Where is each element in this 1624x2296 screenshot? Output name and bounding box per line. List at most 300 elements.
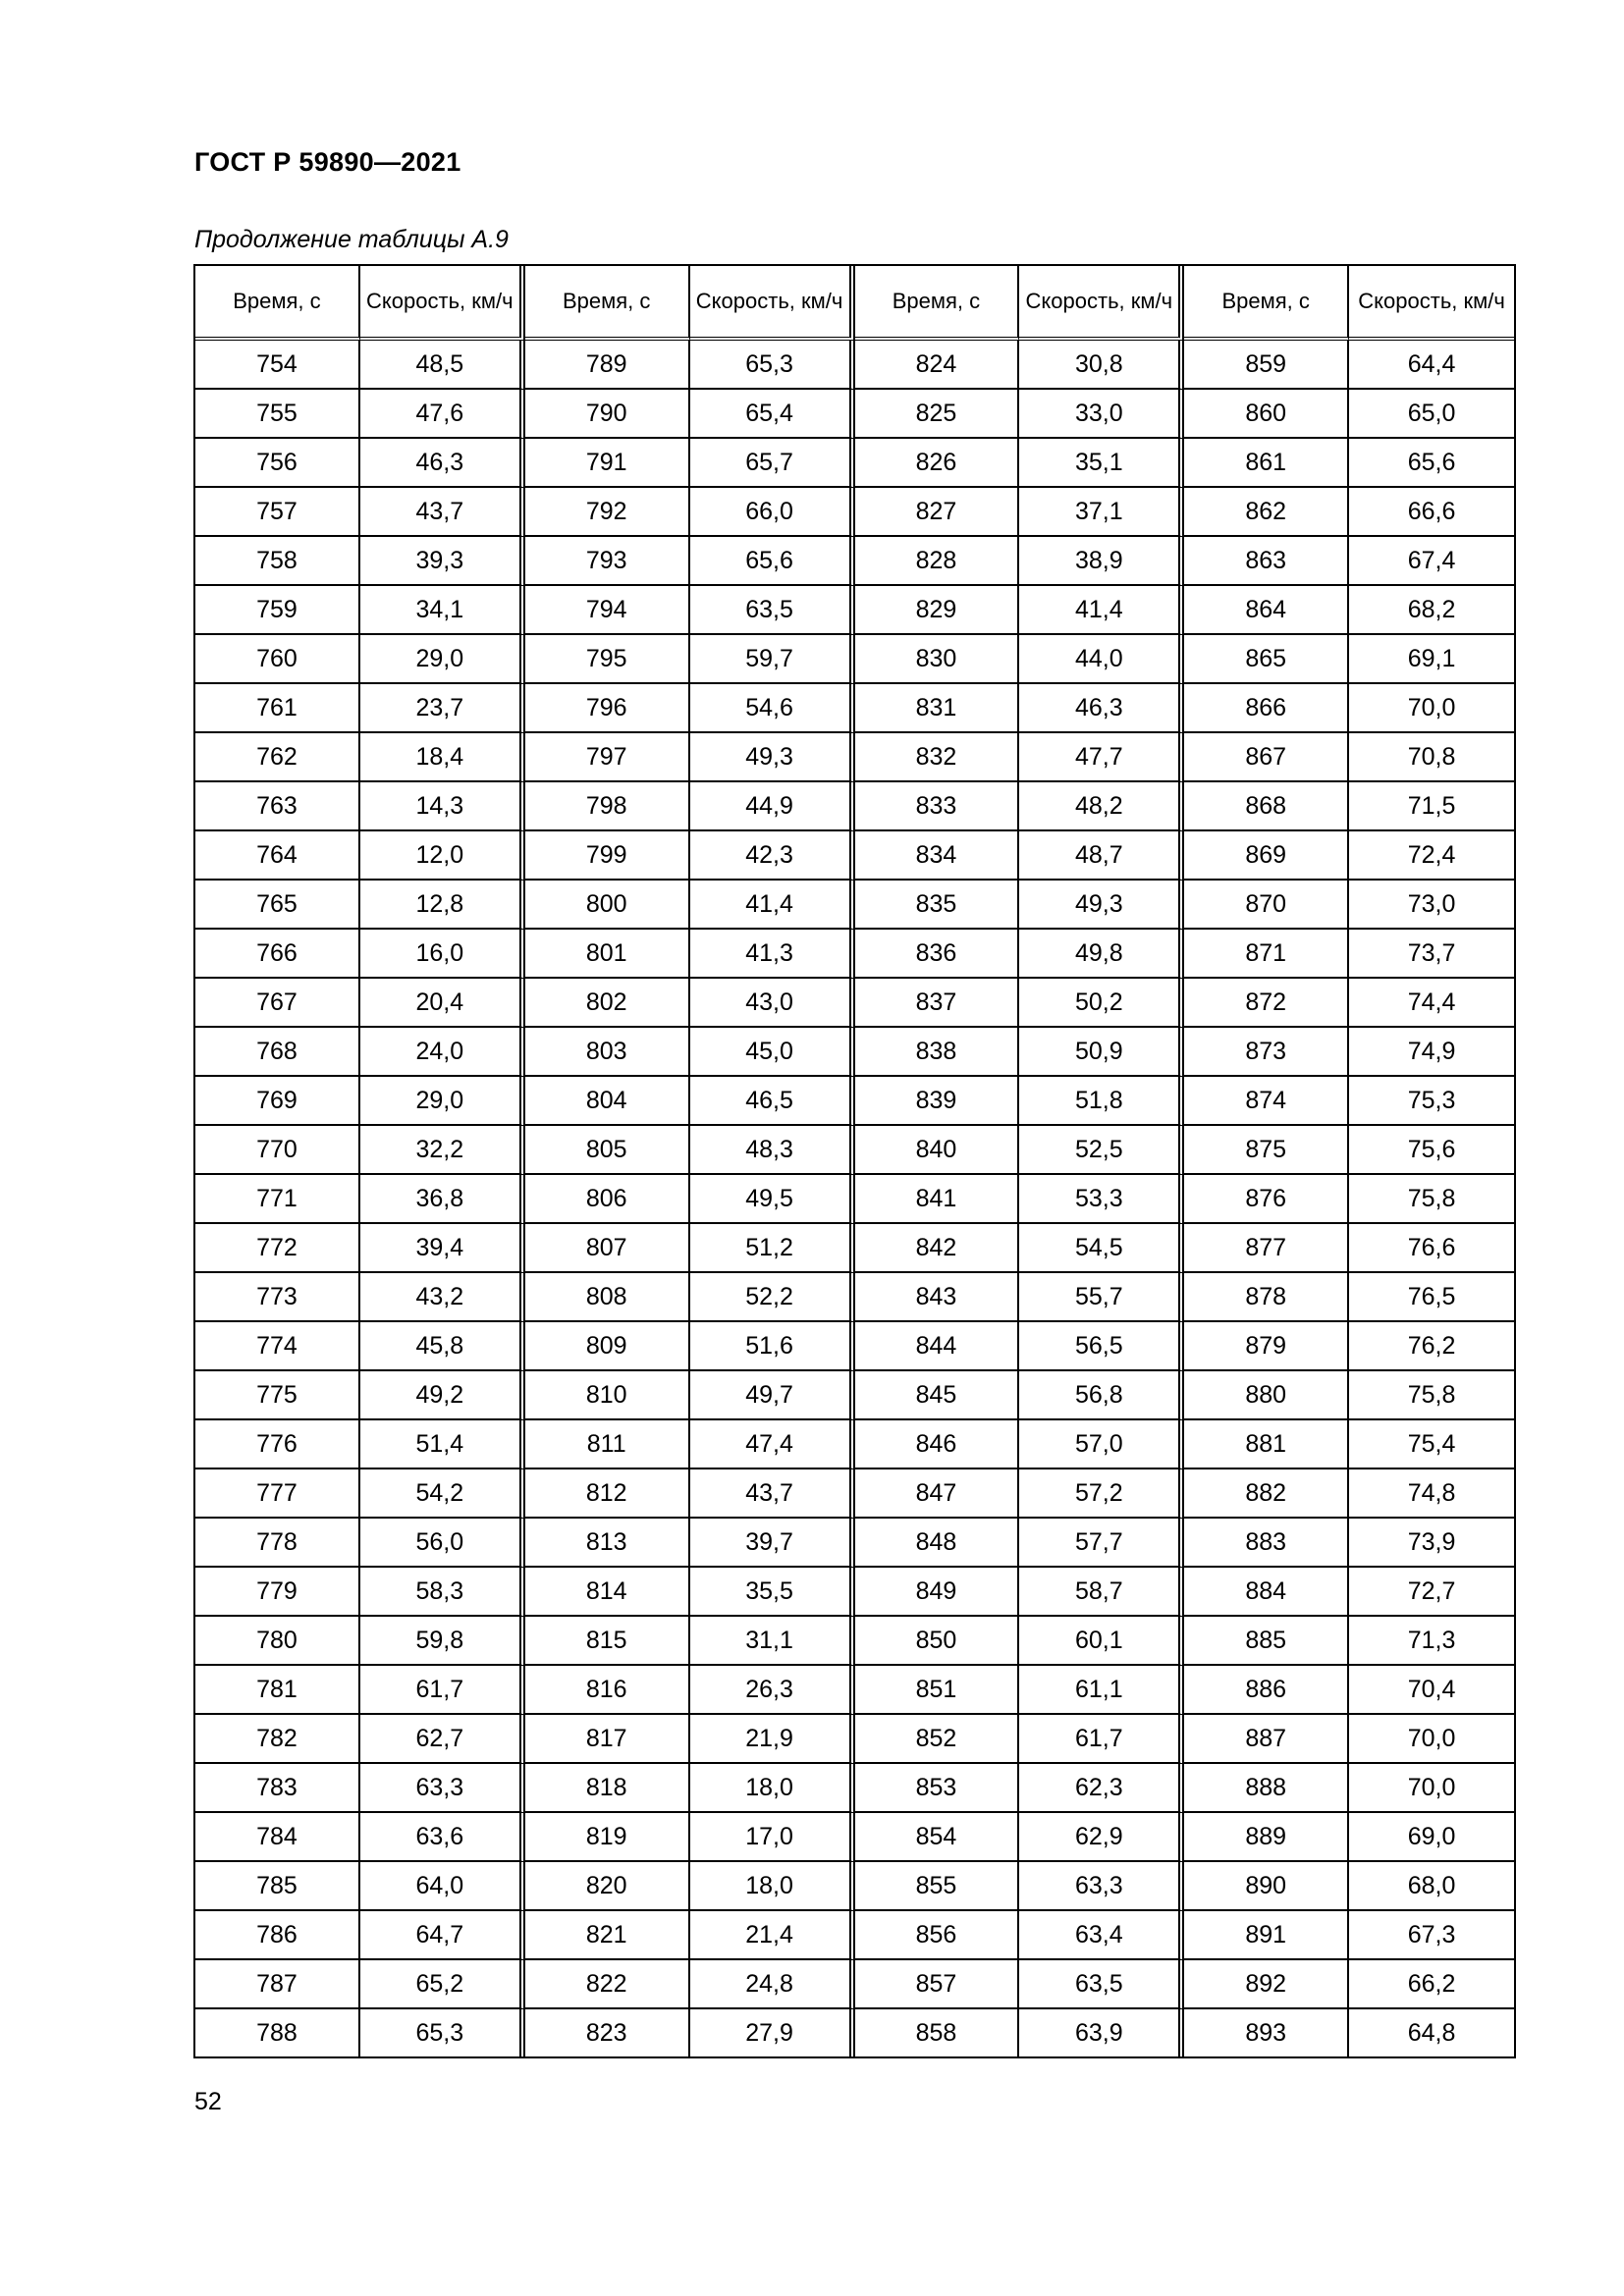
time-cell: 793	[525, 537, 690, 586]
time-cell: 811	[525, 1420, 690, 1469]
speed-cell: 52,5	[1019, 1126, 1184, 1175]
time-cell: 815	[525, 1617, 690, 1666]
time-cell: 796	[525, 684, 690, 733]
speed-cell: 71,3	[1349, 1617, 1514, 1666]
time-cell: 761	[195, 684, 360, 733]
speed-cell: 65,0	[1349, 390, 1514, 439]
column-header-speed: Скорость, км/ч	[690, 266, 855, 341]
speed-cell: 47,6	[360, 390, 525, 439]
time-cell: 832	[855, 733, 1020, 782]
time-cell: 760	[195, 635, 360, 684]
table-row	[195, 1175, 1514, 1224]
time-cell: 754	[195, 341, 360, 390]
speed-cell: 76,5	[1349, 1273, 1514, 1322]
time-cell: 779	[195, 1568, 360, 1617]
time-cell: 777	[195, 1469, 360, 1519]
table-row	[195, 1273, 1514, 1322]
table-row	[195, 1077, 1514, 1126]
time-cell: 850	[855, 1617, 1020, 1666]
speed-cell: 35,1	[1019, 439, 1184, 488]
speed-cell: 24,0	[360, 1028, 525, 1077]
time-cell: 855	[855, 1862, 1020, 1911]
time-cell: 854	[855, 1813, 1020, 1862]
time-cell: 891	[1184, 1911, 1349, 1960]
speed-cell: 44,0	[1019, 635, 1184, 684]
speed-cell: 61,1	[1019, 1666, 1184, 1715]
speed-cell: 46,5	[690, 1077, 855, 1126]
speed-cell: 61,7	[360, 1666, 525, 1715]
speed-cell: 49,2	[360, 1371, 525, 1420]
speed-cell: 42,3	[690, 831, 855, 881]
time-cell: 823	[525, 2009, 690, 2056]
speed-cell: 32,2	[360, 1126, 525, 1175]
table-row	[195, 1519, 1514, 1568]
time-cell: 758	[195, 537, 360, 586]
time-cell: 856	[855, 1911, 1020, 1960]
speed-cell: 43,7	[690, 1469, 855, 1519]
speed-cell: 29,0	[360, 635, 525, 684]
time-cell: 759	[195, 586, 360, 635]
time-cell: 863	[1184, 537, 1349, 586]
time-cell: 869	[1184, 831, 1349, 881]
time-cell: 824	[855, 341, 1020, 390]
time-cell: 769	[195, 1077, 360, 1126]
speed-cell: 48,2	[1019, 782, 1184, 831]
table-row	[195, 733, 1514, 782]
column-header-speed: Скорость, км/ч	[360, 266, 525, 341]
time-cell: 871	[1184, 930, 1349, 979]
speed-cell: 63,5	[690, 586, 855, 635]
time-cell: 765	[195, 881, 360, 930]
speed-cell: 57,2	[1019, 1469, 1184, 1519]
time-cell: 849	[855, 1568, 1020, 1617]
time-cell: 870	[1184, 881, 1349, 930]
speed-cell: 29,0	[360, 1077, 525, 1126]
time-cell: 792	[525, 488, 690, 537]
speed-cell: 26,3	[690, 1666, 855, 1715]
speed-cell: 70,0	[1349, 684, 1514, 733]
speed-cell: 63,3	[360, 1764, 525, 1813]
speed-cell: 53,3	[1019, 1175, 1184, 1224]
speed-cell: 58,7	[1019, 1568, 1184, 1617]
time-cell: 771	[195, 1175, 360, 1224]
time-cell: 865	[1184, 635, 1349, 684]
speed-cell: 70,0	[1349, 1764, 1514, 1813]
time-cell: 797	[525, 733, 690, 782]
speed-cell: 76,2	[1349, 1322, 1514, 1371]
time-cell: 789	[525, 341, 690, 390]
time-cell: 860	[1184, 390, 1349, 439]
table-row	[195, 1715, 1514, 1764]
speed-cell: 75,8	[1349, 1175, 1514, 1224]
speed-cell: 64,8	[1407, 2018, 1456, 2047]
time-cell: 787	[195, 1960, 360, 2009]
table-row	[195, 1469, 1514, 1519]
speed-cell: 48,7	[1019, 831, 1184, 881]
time-cell: 785	[195, 1862, 360, 1911]
time-cell: 880	[1184, 1371, 1349, 1420]
speed-cell: 18,0	[690, 1764, 855, 1813]
speed-cell: 69,0	[1349, 1813, 1514, 1862]
speed-cell: 65,2	[360, 1960, 525, 2009]
speed-cell: 65,3	[360, 2009, 525, 2056]
time-cell: 887	[1184, 1715, 1349, 1764]
time-cell: 775	[195, 1371, 360, 1420]
time-cell: 776	[195, 1420, 360, 1469]
time-cell: 879	[1184, 1322, 1349, 1371]
speed-cell: 62,9	[1019, 1813, 1184, 1862]
speed-cell: 33,0	[1019, 390, 1184, 439]
speed-cell: 55,7	[1019, 1273, 1184, 1322]
speed-cell: 45,0	[690, 1028, 855, 1077]
time-cell: 806	[525, 1175, 690, 1224]
speed-cell: 30,8	[1019, 341, 1184, 390]
speed-cell: 70,0	[1349, 1715, 1514, 1764]
table-row	[195, 1813, 1514, 1862]
speed-cell: 75,8	[1349, 1371, 1514, 1420]
time-cell: 801	[525, 930, 690, 979]
time-cell: 814	[525, 1568, 690, 1617]
time-cell: 755	[195, 390, 360, 439]
speed-cell: 45,8	[360, 1322, 525, 1371]
time-cell: 786	[195, 1911, 360, 1960]
speed-cell: 65,4	[690, 390, 855, 439]
speed-cell: 64,4	[1349, 341, 1514, 390]
time-cell: 881	[1184, 1420, 1349, 1469]
time-cell: 834	[855, 831, 1020, 881]
table-row	[195, 1126, 1514, 1175]
speed-cell: 68,0	[1349, 1862, 1514, 1911]
time-cell: 805	[525, 1126, 690, 1175]
table-row	[195, 831, 1514, 881]
speed-cell: 54,2	[360, 1469, 525, 1519]
speed-cell: 72,7	[1349, 1568, 1514, 1617]
speed-cell: 67,3	[1349, 1911, 1514, 1960]
time-cell: 872	[1184, 979, 1349, 1028]
speed-time-table	[193, 264, 1516, 2058]
speed-cell: 49,5	[690, 1175, 855, 1224]
time-cell: 829	[855, 586, 1020, 635]
time-cell: 770	[195, 1126, 360, 1175]
speed-cell: 41,3	[690, 930, 855, 979]
table-row	[195, 881, 1514, 930]
speed-cell: 46,3	[1019, 684, 1184, 733]
time-cell: 840	[855, 1126, 1020, 1175]
speed-cell: 37,1	[1019, 488, 1184, 537]
time-cell: 810	[525, 1371, 690, 1420]
table-row	[195, 1960, 1514, 2009]
table-row	[195, 1371, 1514, 1420]
speed-cell: 54,5	[1019, 1224, 1184, 1273]
speed-cell: 75,4	[1349, 1420, 1514, 1469]
time-cell: 820	[525, 1862, 690, 1911]
speed-cell: 74,4	[1349, 979, 1514, 1028]
table-row	[195, 341, 1514, 390]
time-cell: 767	[195, 979, 360, 1028]
time-cell: 862	[1184, 488, 1349, 537]
speed-cell: 49,8	[1019, 930, 1184, 979]
time-cell: 846	[855, 1420, 1020, 1469]
speed-cell: 14,3	[360, 782, 525, 831]
speed-cell: 52,2	[690, 1273, 855, 1322]
time-cell: 802	[525, 979, 690, 1028]
time-cell: 762	[195, 733, 360, 782]
speed-cell: 66,6	[1349, 488, 1514, 537]
time-cell: 757	[195, 488, 360, 537]
time-cell: 791	[525, 439, 690, 488]
speed-cell: 24,8	[690, 1960, 855, 2009]
speed-cell: 43,7	[360, 488, 525, 537]
speed-cell: 62,3	[1019, 1764, 1184, 1813]
document-header: ГОСТ Р 59890—2021	[194, 147, 461, 177]
speed-cell: 57,7	[1019, 1519, 1184, 1568]
time-cell: 818	[525, 1764, 690, 1813]
time-cell: 774	[195, 1322, 360, 1371]
speed-cell: 56,8	[1019, 1371, 1184, 1420]
column-header-time: Время, с	[855, 266, 1020, 341]
time-cell: 878	[1184, 1273, 1349, 1322]
time-cell: 884	[1184, 1568, 1349, 1617]
speed-cell: 70,4	[1349, 1666, 1514, 1715]
table-row	[195, 684, 1514, 733]
speed-cell: 41,4	[690, 881, 855, 930]
table-row	[195, 1862, 1514, 1911]
speed-cell: 64,0	[360, 1862, 525, 1911]
time-cell: 827	[855, 488, 1020, 537]
time-cell: 857	[855, 1960, 1020, 2009]
time-cell: 799	[525, 831, 690, 881]
column-header-speed: Скорость, км/ч	[1019, 266, 1184, 341]
speed-cell: 34,1	[360, 586, 525, 635]
speed-cell: 60,1	[1019, 1617, 1184, 1666]
speed-cell: 65,7	[690, 439, 855, 488]
time-cell: 837	[855, 979, 1020, 1028]
time-cell: 889	[1184, 1813, 1349, 1862]
time-cell: 821	[525, 1911, 690, 1960]
speed-cell: 51,6	[690, 1322, 855, 1371]
speed-cell: 63,9	[1019, 2009, 1184, 2056]
speed-cell: 38,9	[1019, 537, 1184, 586]
speed-cell: 49,7	[690, 1371, 855, 1420]
time-cell: 819	[525, 1813, 690, 1862]
speed-cell: 65,6	[690, 537, 855, 586]
speed-cell: 12,0	[360, 831, 525, 881]
speed-cell: 59,7	[690, 635, 855, 684]
time-cell: 866	[1184, 684, 1349, 733]
time-cell: 782	[195, 1715, 360, 1764]
time-cell: 783	[195, 1764, 360, 1813]
speed-cell: 51,2	[690, 1224, 855, 1273]
table-row	[195, 635, 1514, 684]
time-cell: 864	[1184, 586, 1349, 635]
time-cell: 874	[1184, 1077, 1349, 1126]
speed-cell: 73,7	[1349, 930, 1514, 979]
speed-cell: 17,0	[690, 1813, 855, 1862]
speed-cell: 66,2	[1349, 1960, 1514, 2009]
time-cell: 838	[855, 1028, 1020, 1077]
time-cell: 807	[525, 1224, 690, 1273]
speed-cell: 20,4	[360, 979, 525, 1028]
time-cell: 848	[855, 1519, 1020, 1568]
time-cell: 861	[1184, 439, 1349, 488]
speed-cell: 58,3	[360, 1568, 525, 1617]
table-row	[195, 782, 1514, 831]
time-cell: 859	[1184, 341, 1349, 390]
speed-cell: 72,4	[1349, 831, 1514, 881]
speed-cell: 23,7	[360, 684, 525, 733]
speed-cell: 39,4	[360, 1224, 525, 1273]
time-cell: 843	[855, 1273, 1020, 1322]
speed-cell: 63,3	[1019, 1862, 1184, 1911]
speed-cell: 73,9	[1349, 1519, 1514, 1568]
speed-cell: 39,3	[360, 537, 525, 586]
time-cell: 839	[855, 1077, 1020, 1126]
time-cell: 892	[1184, 1960, 1349, 2009]
time-cell: 883	[1184, 1519, 1349, 1568]
time-cell: 853	[855, 1764, 1020, 1813]
speed-cell: 49,3	[1019, 881, 1184, 930]
time-cell: 868	[1184, 782, 1349, 831]
table-row	[195, 979, 1514, 1028]
column-header-time: Время, с	[195, 266, 360, 341]
time-cell: 780	[195, 1617, 360, 1666]
speed-cell: 75,3	[1349, 1077, 1514, 1126]
speed-cell: 48,3	[690, 1126, 855, 1175]
time-cell: 766	[195, 930, 360, 979]
speed-cell: 50,9	[1019, 1028, 1184, 1077]
table-row	[195, 537, 1514, 586]
time-cell: 842	[855, 1224, 1020, 1273]
table-row	[195, 1420, 1514, 1469]
table-row	[195, 439, 1514, 488]
speed-cell: 69,1	[1349, 635, 1514, 684]
time-cell: 809	[525, 1322, 690, 1371]
table-row	[195, 2009, 1514, 2056]
time-cell: 817	[525, 1715, 690, 1764]
time-cell: 813	[525, 1519, 690, 1568]
time-cell: 764	[195, 831, 360, 881]
speed-cell: 43,0	[690, 979, 855, 1028]
speed-cell: 62,7	[360, 1715, 525, 1764]
speed-cell: 74,8	[1349, 1469, 1514, 1519]
speed-cell: 18,0	[690, 1862, 855, 1911]
speed-cell: 68,2	[1349, 586, 1514, 635]
time-cell: 831	[855, 684, 1020, 733]
time-cell: 816	[525, 1666, 690, 1715]
table-row	[195, 1028, 1514, 1077]
table-container	[193, 264, 1516, 2058]
time-cell: 773	[195, 1273, 360, 1322]
speed-cell: 57,0	[1019, 1420, 1184, 1469]
time-cell: 836	[855, 930, 1020, 979]
column-header-time: Время, с	[525, 266, 690, 341]
time-cell: 875	[1184, 1126, 1349, 1175]
time-cell: 877	[1184, 1224, 1349, 1273]
time-cell: 794	[525, 586, 690, 635]
speed-cell: 39,7	[690, 1519, 855, 1568]
speed-cell: 51,8	[1019, 1077, 1184, 1126]
time-cell: 867	[1184, 733, 1349, 782]
speed-cell: 51,4	[360, 1420, 525, 1469]
speed-cell: 71,5	[1349, 782, 1514, 831]
table-row	[195, 1911, 1514, 1960]
speed-cell: 54,6	[690, 684, 855, 733]
speed-cell: 36,8	[360, 1175, 525, 1224]
table-row	[195, 930, 1514, 979]
time-cell: 798	[525, 782, 690, 831]
speed-cell: 56,5	[1019, 1322, 1184, 1371]
speed-cell: 65,6	[1349, 439, 1514, 488]
speed-cell: 27,9	[690, 2009, 855, 2056]
time-cell: 847	[855, 1469, 1020, 1519]
speed-cell: 46,3	[360, 439, 525, 488]
table-row	[195, 1568, 1514, 1617]
speed-cell: 67,4	[1349, 537, 1514, 586]
time-cell: 828	[855, 537, 1020, 586]
table-row	[195, 1224, 1514, 1273]
time-cell: 888	[1184, 1764, 1349, 1813]
speed-cell: 75,6	[1349, 1126, 1514, 1175]
time-cell: 830	[855, 635, 1020, 684]
time-cell: 822	[525, 1960, 690, 2009]
speed-cell: 65,3	[690, 341, 855, 390]
speed-cell: 66,0	[690, 488, 855, 537]
time-cell: 825	[855, 390, 1020, 439]
time-cell: 851	[855, 1666, 1020, 1715]
table-row	[195, 1764, 1514, 1813]
speed-cell: 44,9	[690, 782, 855, 831]
time-cell: 890	[1184, 1862, 1349, 1911]
time-cell: 763	[195, 782, 360, 831]
speed-cell: 63,5	[1019, 1960, 1184, 2009]
time-cell: 804	[525, 1077, 690, 1126]
speed-cell: 73,0	[1349, 881, 1514, 930]
column-header-speed: Скорость, км/ч	[1349, 266, 1514, 341]
time-cell: 844	[855, 1322, 1020, 1371]
speed-cell: 18,4	[360, 733, 525, 782]
time-cell: 778	[195, 1519, 360, 1568]
speed-cell: 31,1	[690, 1617, 855, 1666]
speed-cell: 50,2	[1019, 979, 1184, 1028]
time-cell: 808	[525, 1273, 690, 1322]
speed-cell: 21,9	[690, 1715, 855, 1764]
speed-cell: 56,0	[360, 1519, 525, 1568]
time-cell: 784	[195, 1813, 360, 1862]
speed-cell: 21,4	[690, 1911, 855, 1960]
speed-cell: 47,7	[1019, 733, 1184, 782]
speed-cell: 64,7	[360, 1911, 525, 1960]
column-header-time: Время, с	[1184, 266, 1349, 341]
time-cell: 800	[525, 881, 690, 930]
table-caption: Продолжение таблицы А.9	[194, 226, 509, 253]
time-cell: 845	[855, 1371, 1020, 1420]
time-cell: 893	[1184, 2009, 1349, 2056]
speed-cell: 74,9	[1349, 1028, 1514, 1077]
time-cell: 790	[525, 390, 690, 439]
table-row	[195, 390, 1514, 439]
time-cell: 835	[855, 881, 1020, 930]
time-cell: 788	[195, 2009, 360, 2056]
table-row	[195, 1617, 1514, 1666]
speed-cell: 49,3	[690, 733, 855, 782]
table-row	[195, 1322, 1514, 1371]
speed-cell: 12,8	[360, 881, 525, 930]
table-header-row	[195, 266, 1514, 341]
speed-cell: 59,8	[360, 1617, 525, 1666]
speed-cell: 76,6	[1349, 1224, 1514, 1273]
time-cell: 812	[525, 1469, 690, 1519]
time-cell: 886	[1184, 1666, 1349, 1715]
